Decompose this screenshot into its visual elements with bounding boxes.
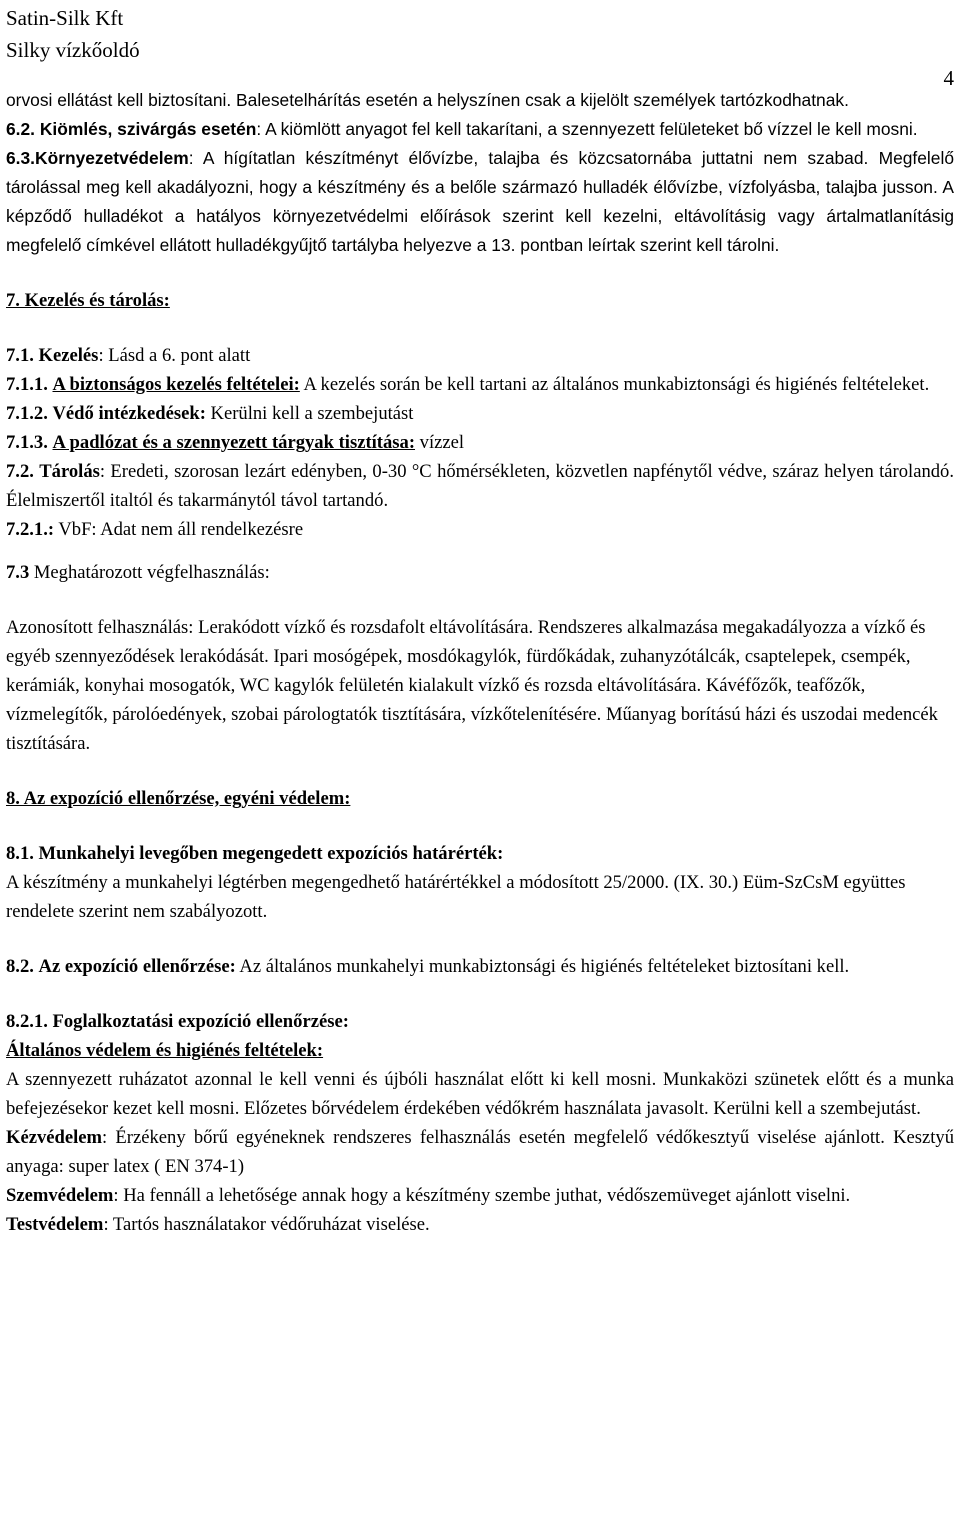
section-8-2-1-number: 8.2.1.: [6, 1011, 48, 1032]
section-6-3-text-2: A képződő hulladékot a hatályos környezetvédelmi előírások szerint kell kezelni, eltávolításig vagy ártalmatlanításig megfelelő címkével ellátott hulladékgyűjtő tartályba helyezve a 13. pontban leírtak szerint kell tárolni.: [6, 177, 954, 255]
section-7-2-title: Tárolás: [39, 461, 100, 482]
section-7-1-1: [6, 370, 954, 399]
section-6-2: [6, 115, 954, 144]
section-7-1-2: [6, 399, 954, 428]
section-8-2-1-title: Foglalkoztatási expozíció ellenőrzése:: [52, 1011, 349, 1032]
section-7-1-1-number: 7.1.1.: [6, 374, 48, 395]
section-7-3-text: Meghatározott végfelhasználás:: [29, 562, 270, 583]
section-7-1-3: [6, 428, 954, 457]
section-8-1-number: 8.1.: [6, 843, 34, 864]
section-7-2-1: [6, 515, 954, 544]
section-7-1-1-text: A kezelés során be kell tartani az általános munkabiztonsági és higiénés feltételeket.: [299, 374, 930, 395]
section-6-2-number: 6.2.: [6, 119, 36, 139]
section-7-1-3-number: 7.1.3.: [6, 432, 48, 453]
section-8-1-text: A készítmény a munkahelyi légtérben megengedhető határértékkel a módosított 25/2000. (IX. 30.) Eüm-SzCsM együttes rendelete szerint nem szabályozott.: [6, 872, 906, 922]
hand-protection: [6, 1123, 954, 1181]
section-8-heading: [6, 784, 954, 813]
section-7-3-body: Azonosított felhasználás: Lerakódott vízkő és rozsdafolt eltávolítására. Rendszeres alkalmazása megakadályozza a vízkő és egyéb szennyeződések lerakódását. Ipari mosógépek, mosdókagylók, fürdőkádak, zuhanyzótálcák, csaptelepek, csempék, kerámiák, konyhai mosogatók, WC kagylók felületén kialakult vízkő és rozsda eltávolítására. Kávéfőzők, teafőzők, vízmelegítők, párolóedények, szobai párologtatók tisztítására, vízkőtelenítésére. Műanyag borítású házi és uszodai medencék tisztítására.: [6, 617, 938, 754]
body-protection-title: Testvédelem: [6, 1214, 104, 1235]
header-product: Silky vízkőoldó: [6, 38, 140, 62]
section-8-2-title: Az expozíció ellenőrzése:: [38, 956, 236, 977]
body-protection-text: : Tartós használatakor védőruházat viselése.: [103, 1214, 430, 1235]
general-protection-text: A szennyezett ruházatot azonnal le kell venni és újbóli használat előtt ki kell mosni. Munkaközi szünetek előtt és a munka befejezésekor kezet kell mosni. Előzetes bőrvédelem érdekében védőkrém használata javasolt. Kerülni kell a szembejutást.: [6, 1069, 954, 1119]
header-company: Satin-Silk Kft: [6, 6, 124, 30]
section-7-1-text: : Lásd a 6. pont alatt: [98, 345, 251, 366]
document-page: [6, 2, 955, 1235]
section-6-2-title: Kiömlés, szivárgás esetén: [39, 119, 257, 139]
section-6-3-title: Környezetvédelem: [35, 148, 189, 168]
section-7-1-number: 7.1.: [6, 345, 34, 366]
section-7-2-1-text: VbF: Adat nem áll rendelkezésre: [54, 519, 304, 540]
section-6-3-number: 6.3.: [6, 148, 36, 168]
section-7-heading: [6, 286, 954, 315]
section-7-1-2-title: Védő intézkedések:: [52, 403, 206, 424]
section-7-1: [6, 341, 954, 370]
section-7-1-3-title: A padlózat és a szennyezett tárgyak tisztítása:: [52, 432, 416, 453]
section-7-1-1-title: A biztonságos kezelés feltételei:: [52, 374, 300, 395]
section-6-3: [6, 144, 954, 260]
general-protection: [6, 1036, 954, 1065]
section-7-3: [6, 558, 954, 587]
section-8-1: [6, 839, 954, 868]
page-number: 4: [943, 66, 954, 90]
section-7-2-text: : Eredeti, szorosan lezárt edényben, 0-30 °C hőmérsékleten, közvetlen napfénytől védve, száraz helyen tárolandó. Élelmiszertől italtól és takarmánytól távol tartandó.: [6, 461, 955, 511]
body-protection: [6, 1210, 954, 1239]
eye-protection-title: Szemvédelem: [6, 1185, 114, 1206]
section-8-2-text: Az általános munkahelyi munkabiztonsági és higiénés feltételeket biztosítani kell.: [235, 956, 850, 977]
section-6-3-text-1: : A hígítatlan készítményt élővízbe, talajba és közcsatornába juttatni nem szabad. Megfelelő tárolással meg kell akadályozni, hogy a készítmény és a belőle származó hulladék élővízbe, vízfolyásba, talajba jusson.: [6, 148, 954, 197]
section-8-title: 8. Az expozíció ellenőrzése, egyéni védelem:: [6, 788, 351, 809]
section-8-2: [6, 952, 954, 981]
section-8-2-number: 8.2.: [6, 956, 34, 977]
eye-protection-text: : Ha fennáll a lehetősége annak hogy a készítmény szembe juthat, védőszemüveget ajánlott viselni.: [113, 1185, 851, 1206]
section-7-title: 7. Kezelés és tárolás:: [6, 290, 170, 311]
document-body: [6, 86, 954, 1239]
section-8-1-title: Munkahelyi levegőben megengedett expozíciós határérték:: [38, 843, 504, 864]
section-7-2-number: 7.2.: [6, 461, 34, 482]
general-protection-title: Általános védelem és higiénés feltételek:: [6, 1040, 324, 1061]
section-7-2-1-number: 7.2.1.:: [6, 519, 55, 540]
section-7-2: [6, 457, 954, 515]
paragraph-first-aid: orvosi ellátást kell biztosítani. Balesetelhárítás esetén a helyszínen csak a kijelölt személyek tartózkodhatnak.: [6, 90, 849, 110]
section-8-2-1: [6, 1007, 954, 1036]
eye-protection: [6, 1181, 954, 1210]
section-7-1-3-text: vízzel: [415, 432, 465, 453]
section-6-2-text: : A kiömlött anyagot fel kell takarítani, a szennyezett felületeket bő vízzel le kell mosni.: [256, 119, 918, 139]
hand-protection-text: : Érzékeny bőrű egyéneknek rendszeres felhasználás esetén megfelelő védőkesztyű viselése ajánlott. Kesztyű anyaga: super latex ( EN 374-1): [6, 1127, 954, 1177]
section-7-1-2-text: Kerülni kell a szembejutást: [205, 403, 414, 424]
section-7-1-title: Kezelés: [38, 345, 99, 366]
section-7-1-2-number: 7.1.2.: [6, 403, 48, 424]
hand-protection-title: Kézvédelem: [6, 1127, 103, 1148]
section-7-3-number: 7.3: [6, 562, 30, 583]
